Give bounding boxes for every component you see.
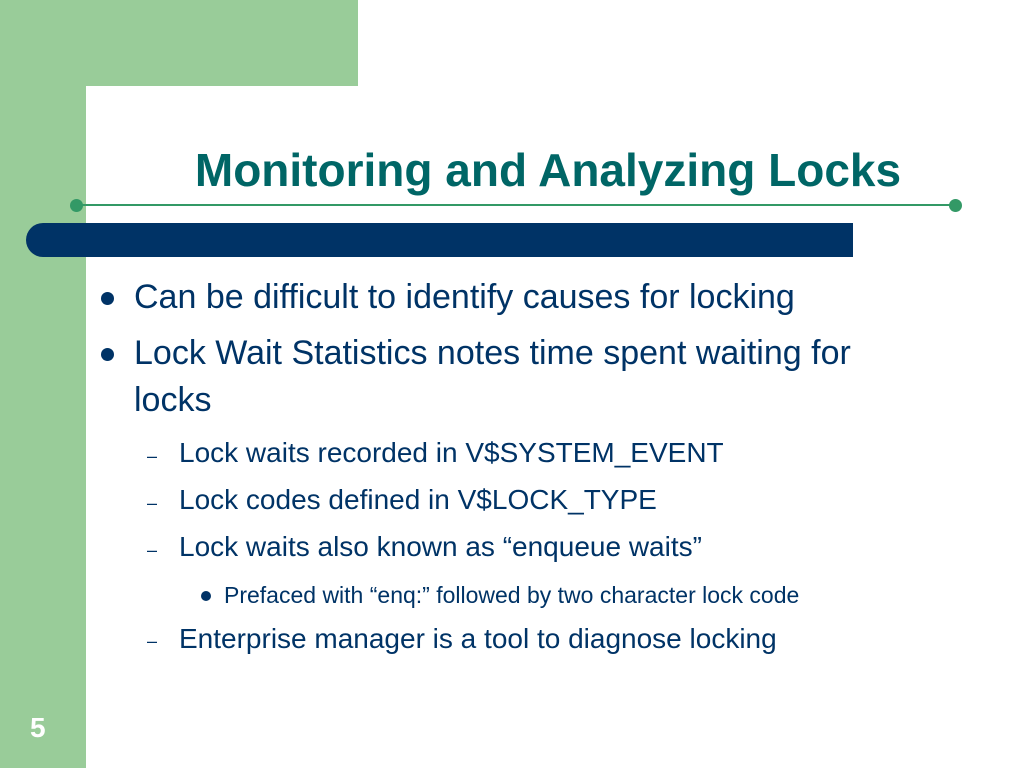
dash-marker: – bbox=[147, 631, 158, 651]
dash-marker: – bbox=[147, 493, 158, 513]
dash-marker: – bbox=[147, 446, 158, 466]
bullet-text: Can be difficult to identify causes for locking bbox=[134, 278, 795, 316]
slide-number: 5 bbox=[30, 712, 46, 743]
bullet-dot bbox=[101, 292, 114, 305]
sub-bullet-text: Lock codes defined in V$LOCK_TYPE bbox=[179, 484, 657, 515]
dash-marker: – bbox=[147, 540, 158, 560]
sub-sub-bullet-text: Prefaced with “enq:” followed by two character lock code bbox=[224, 582, 800, 608]
bullet-dot bbox=[101, 348, 114, 361]
bullet-text-continuation: locks bbox=[134, 381, 212, 419]
bullet-text: Lock Wait Statistics notes time spent waiting for bbox=[134, 334, 851, 372]
slide-title: Monitoring and Analyzing Locks bbox=[194, 144, 902, 196]
sub-bullet-text: Lock waits also known as “enqueue waits” bbox=[179, 531, 702, 562]
sub-bullet-text: Enterprise manager is a tool to diagnose locking bbox=[179, 623, 777, 654]
sub-bullet-text: Lock waits recorded in V$SYSTEM_EVENT bbox=[179, 437, 724, 468]
sub-sub-bullet-dot bbox=[201, 591, 211, 601]
